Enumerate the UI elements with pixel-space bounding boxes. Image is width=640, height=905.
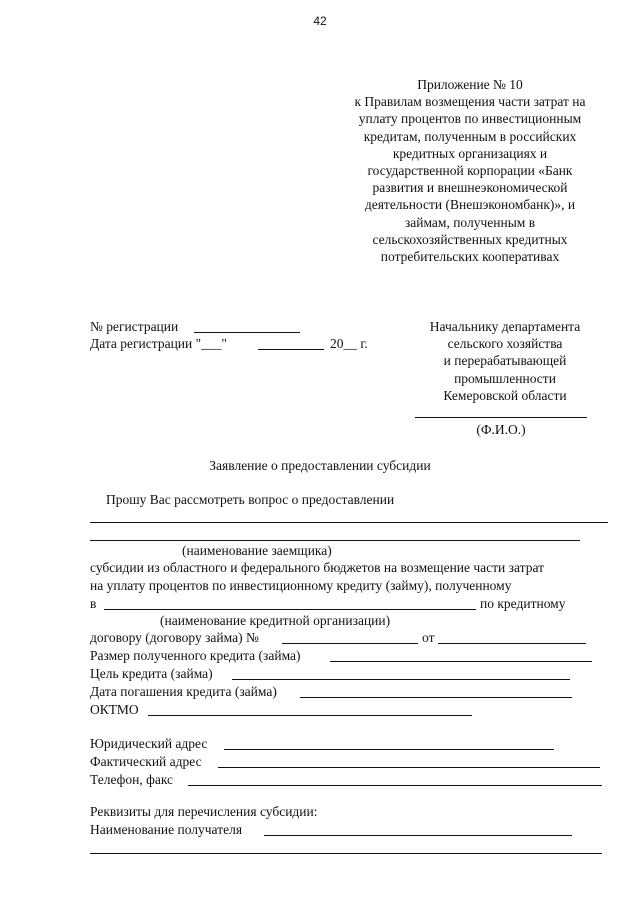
borrower-field-line2[interactable] <box>90 540 580 541</box>
intro-text: Прошу Вас рассмотреть вопрос о предоставлении <box>106 492 395 507</box>
requisites-heading: Реквизиты для перечисления субсидии: <box>90 804 318 819</box>
credit-purpose-label: Цель кредита (займа) <box>90 666 213 681</box>
bank-name-field[interactable] <box>104 609 476 610</box>
recipient-name-field[interactable] <box>264 835 572 836</box>
appendix-line: к Правилам возмещения части затрат на <box>354 94 586 110</box>
appendix-header <box>325 76 615 265</box>
recipient-line: сельского хозяйства <box>447 336 563 352</box>
recipient-name-label: Наименование получателя <box>90 822 243 837</box>
contract-number-field[interactable] <box>282 643 418 644</box>
actual-address-label: Фактический адрес <box>90 754 202 769</box>
recipient-line: Начальнику департамента <box>429 319 581 334</box>
recipient-fio-field[interactable] <box>415 417 587 418</box>
recipient-line: Кемеровской области <box>443 387 567 403</box>
repayment-date-label: Дата погашения кредита (займа) <box>90 684 277 699</box>
legal-address-label: Юридический адрес <box>90 736 208 751</box>
borrower-field-line1[interactable] <box>90 522 608 523</box>
credit-agreement-suffix: по кредитному <box>480 596 566 611</box>
subsidy-text-line1: субсидии из областного и федерального бюджетов на возмещение части затрат <box>90 560 544 575</box>
in-label: в <box>90 596 97 611</box>
contract-date-field[interactable] <box>438 643 586 644</box>
credit-size-label: Размер полученного кредита (займа) <box>90 648 301 663</box>
registration-date-field[interactable] <box>258 349 324 350</box>
appendix-line: сельскохозяйственных кредитных <box>372 231 568 247</box>
page-number: 42 <box>313 14 327 28</box>
fio-caption: (Ф.И.О.) <box>476 422 526 437</box>
registration-year: 20__ г. <box>330 336 368 351</box>
document-title: Заявление о предоставлении субсидии <box>209 458 431 473</box>
legal-address-field[interactable] <box>224 749 554 750</box>
appendix-line: уплату процентов по инвестиционным <box>358 111 582 127</box>
appendix-line: потребительских кооперативах <box>380 249 560 265</box>
recipient-line: и перерабатывающей <box>443 353 567 369</box>
oktmo-field[interactable] <box>148 715 472 716</box>
registration-number-field[interactable] <box>194 332 300 333</box>
appendix-line: государственной корпорации «Банк <box>367 163 573 179</box>
bank-caption: (наименование кредитной организации) <box>160 613 391 628</box>
appendix-line: деятельности (Внешэкономбанк)», и <box>364 197 576 213</box>
phone-fax-field[interactable] <box>188 785 602 786</box>
appendix-line: займам, полученным в <box>404 214 536 230</box>
recipient-name-field-line2[interactable] <box>90 853 602 854</box>
actual-address-field[interactable] <box>218 767 600 768</box>
repayment-date-field[interactable] <box>300 697 572 698</box>
from-label: от <box>422 630 435 645</box>
credit-size-field[interactable] <box>330 661 592 662</box>
appendix-line: развития и внешнеэкономической <box>372 180 568 196</box>
oktmo-label: ОКТМО <box>90 702 139 717</box>
registration-date-label: Дата регистрации "___" <box>90 336 227 351</box>
credit-purpose-field[interactable] <box>232 679 570 680</box>
recipient-line: промышленности <box>454 370 556 386</box>
appendix-line: кредитных организациях и <box>392 145 548 161</box>
recipient-block <box>400 318 610 404</box>
subsidy-text-line2: на уплату процентов по инвестиционному кредиту (займу), полученному <box>90 578 512 593</box>
borrower-caption: (наименование заемщика) <box>182 543 332 558</box>
contract-label: договору (договору займа) № <box>90 630 259 645</box>
appendix-line: Приложение № 10 <box>417 77 523 92</box>
phone-fax-label: Телефон, факс <box>90 772 174 787</box>
appendix-line: кредитам, полученным в российских <box>363 128 577 144</box>
registration-number-label: № регистрации <box>90 319 179 334</box>
